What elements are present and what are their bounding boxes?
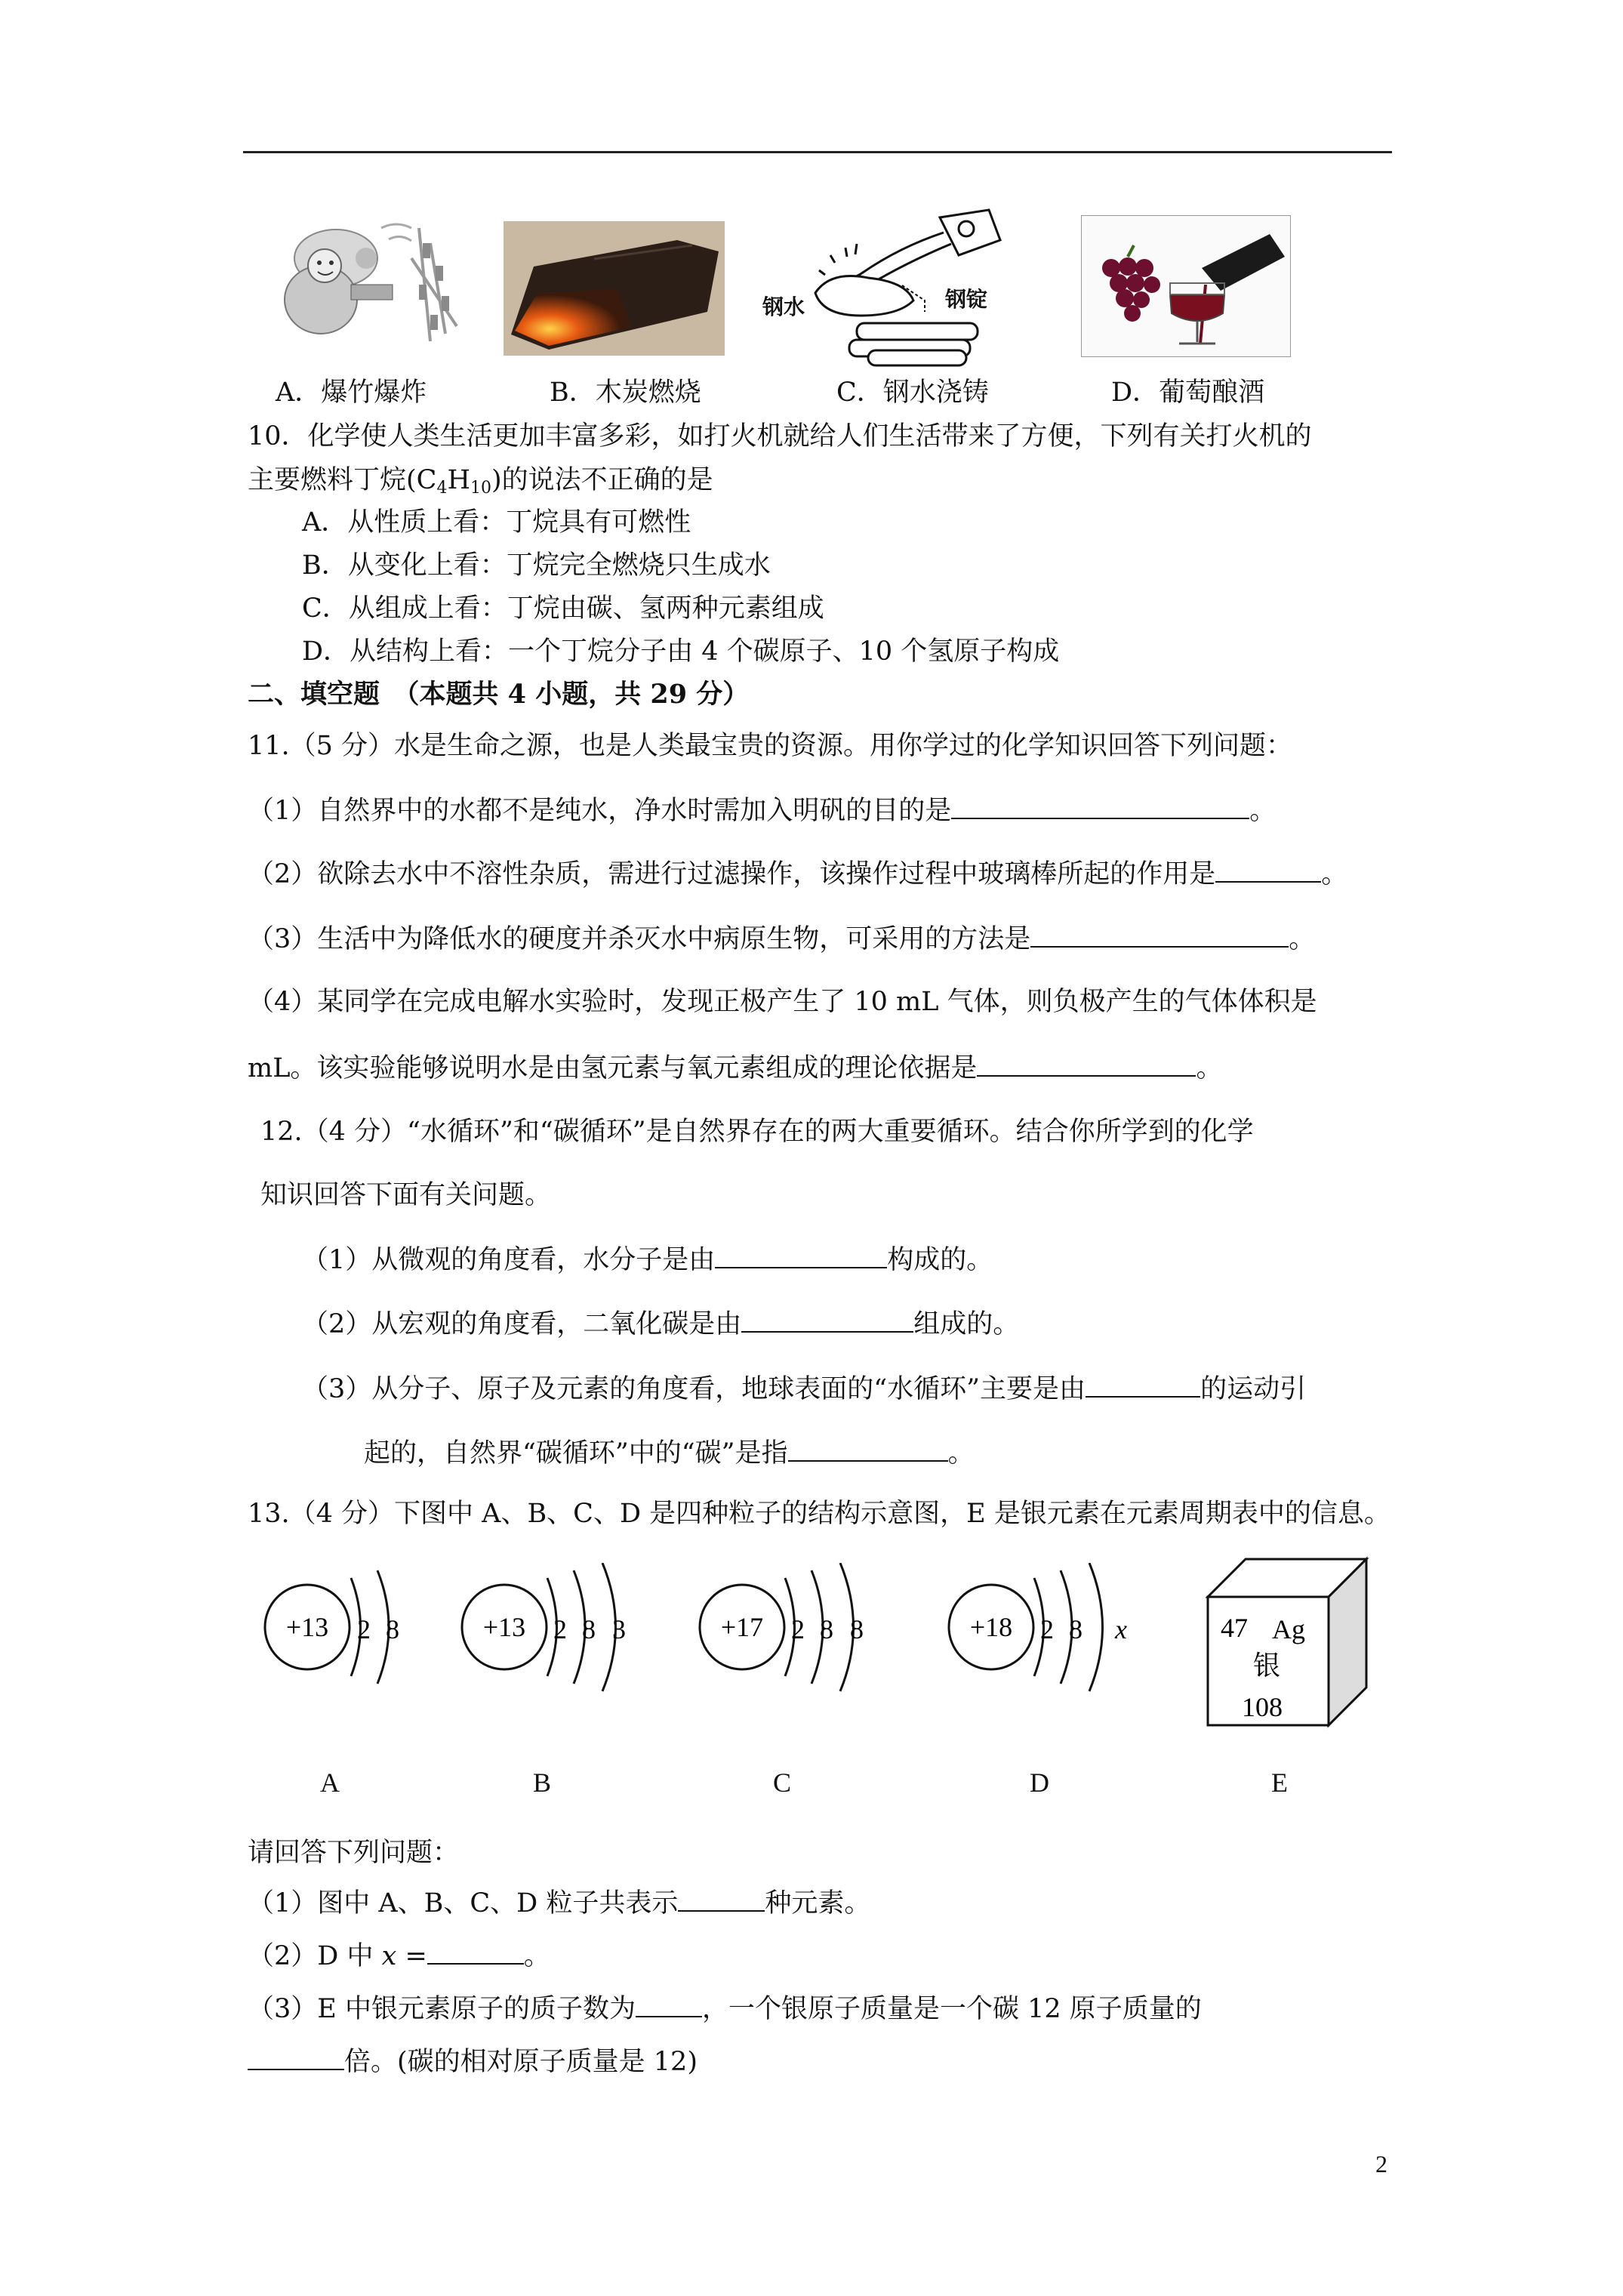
q9-option-b: B．木炭燃烧 [550,378,701,408]
q11-blank1[interactable] [951,794,1249,819]
q12-blank1[interactable] [715,1243,887,1268]
atom-label-b: B [533,1767,552,1798]
q10-option-d: D．从结构上看：一个丁烷分子由 4 个碳原子、10 个氢原子构成 [302,636,1060,667]
q13-part1: （1）图中 A、B、C、D 粒子共表示 种元素。 [248,1886,870,1920]
q11-part4-line1: （4）某同学在完成电解水实验时，发现正极产生了 10 mL 气体，则负极产生的气体体积是 [248,987,1317,1017]
q12-blank4[interactable] [788,1436,948,1462]
q13-part3-line2: 倍。(碳的相对原子质量是 12) [248,2045,698,2079]
atom-diagram-b [457,1563,653,1706]
q12-blank3[interactable] [1086,1372,1200,1398]
q13-blank4[interactable] [248,2045,344,2070]
q9-option-d: D．葡萄酿酒 [1111,378,1265,408]
q12-part3-line1: （3）从分子、原子及元素的角度看，地球表面的“水循环”主要是由 的运动引 [302,1372,1306,1406]
svg-text:+17: +17 [720,1612,764,1642]
charcoal-burning-image [504,221,725,356]
q11-part1: （1）自然界中的水都不是纯水，净水时需加入明矾的目的是 。 [248,794,1276,827]
svg-text:x: x [1115,1614,1127,1644]
q11-stem: 11.（5 分）水是生命之源，也是人类最宝贵的资源。用你学过的化学知识回答下列问题： [248,731,1293,761]
page-number: 2 [1375,2150,1387,2177]
firecracker-image [268,213,476,349]
q12-blank2[interactable] [741,1307,913,1333]
q12-part1: （1）从微观的角度看，水分子是由 构成的。 [302,1243,993,1277]
q10-option-a: A．从性质上看：丁烷具有可燃性 [302,507,691,538]
q13-blank2[interactable] [427,1939,524,1965]
q11-part2: （2）欲除去水中不溶性杂质，需进行过滤操作，该操作过程中玻璃棒所起的作用是 。 [248,857,1347,891]
q12-part3-line2: 起的，自然界“碳循环”中的“碳”是指 。 [364,1436,975,1470]
q12-stem-line2: 知识回答下面有关问题。 [260,1180,552,1210]
svg-text:2: 2 [553,1614,567,1644]
section-heading: 二、填空题 （本题共 4 小题，共 29 分） [248,679,750,710]
svg-text:108: 108 [1242,1692,1283,1722]
svg-text:+13: +13 [285,1612,329,1642]
atom-diagram-c [694,1563,891,1706]
q11-blank4[interactable] [977,1051,1196,1077]
svg-text:+18: +18 [969,1612,1013,1642]
q11-blank3[interactable] [1030,922,1289,948]
svg-text:+13: +13 [482,1612,526,1642]
q13-stem: 13.（4 分）下图中 A、B、C、D 是四种粒子的结构示意图，E 是银元素在元素周期表中的信息。 [248,1499,1390,1529]
q12-part2: （2）从宏观的角度看，二氧化碳是由 组成的。 [302,1307,1019,1341]
atom-label-e: E [1271,1767,1288,1798]
steel-casting-image [762,202,1012,368]
svg-text:2: 2 [357,1614,371,1644]
header-rule [243,151,1392,153]
svg-text:银: 银 [1253,1650,1281,1681]
q10-stem-line1: 10．化学使人类生活更加丰富多彩，如打火机就给人们生活带来了方便，下列有关打火机的 [248,421,1312,451]
atom-diagram-a [257,1563,430,1706]
wine-making-image [1081,215,1291,357]
q10-stem-line2: 主要燃料丁烷$(C_4H_{10})$的说法不正确的是 [248,465,713,498]
molten-steel-label: 钢水 [762,294,805,319]
q13-prompt: 请回答下列问题： [248,1838,460,1868]
svg-text:Ag: Ag [1272,1614,1305,1644]
svg-text:47: 47 [1221,1613,1248,1643]
atom-label-c: C [773,1767,792,1798]
q13-blank1[interactable] [678,1886,765,1912]
q10-option-b: B．从变化上看：丁烷完全燃烧只生成水 [302,550,771,581]
q13-part2: （2）D 中 x = 。 [248,1939,550,1973]
svg-text:8: 8 [820,1614,833,1644]
svg-text:8: 8 [1069,1614,1083,1644]
svg-text:8: 8 [386,1614,399,1644]
svg-text:8: 8 [582,1614,596,1644]
svg-text:2: 2 [791,1614,805,1644]
q9-option-c: C．钢水浇铸 [836,378,989,408]
ingot-label: 钢锭 [945,287,988,312]
atom-label-d: D [1030,1767,1049,1798]
q12-stem-line1: 12.（4 分）“水循环”和“碳循环”是自然界存在的两大重要循环。结合你所学到的化学 [260,1117,1254,1147]
q10-option-c: C．从组成上看：丁烷由碳、氢两种元素组成 [302,593,824,624]
q11-part3: （3）生活中为降低水的硬度并杀灭水中病原生物，可采用的方法是 。 [248,922,1315,956]
atom-label-a: A [320,1767,340,1798]
q13-part3-line1: （3）E 中银元素原子的质子数为 ，一个银原子质量是一个碳 12 原子质量的 [248,1992,1202,2026]
q13-blank3[interactable] [636,1992,702,2017]
svg-text:8: 8 [850,1614,864,1644]
q9-option-a: A．爆竹爆炸 [276,378,427,408]
q11-blank2[interactable] [1215,857,1321,883]
periodic-element-ag [1204,1555,1370,1744]
svg-text:2: 2 [1040,1614,1054,1644]
svg-text:3: 3 [612,1614,626,1644]
atom-diagram-d [944,1563,1140,1706]
q11-part4-line2: mL。该实验能够说明水是由氢元素与氧元素组成的理论依据是 。 [248,1051,1222,1085]
